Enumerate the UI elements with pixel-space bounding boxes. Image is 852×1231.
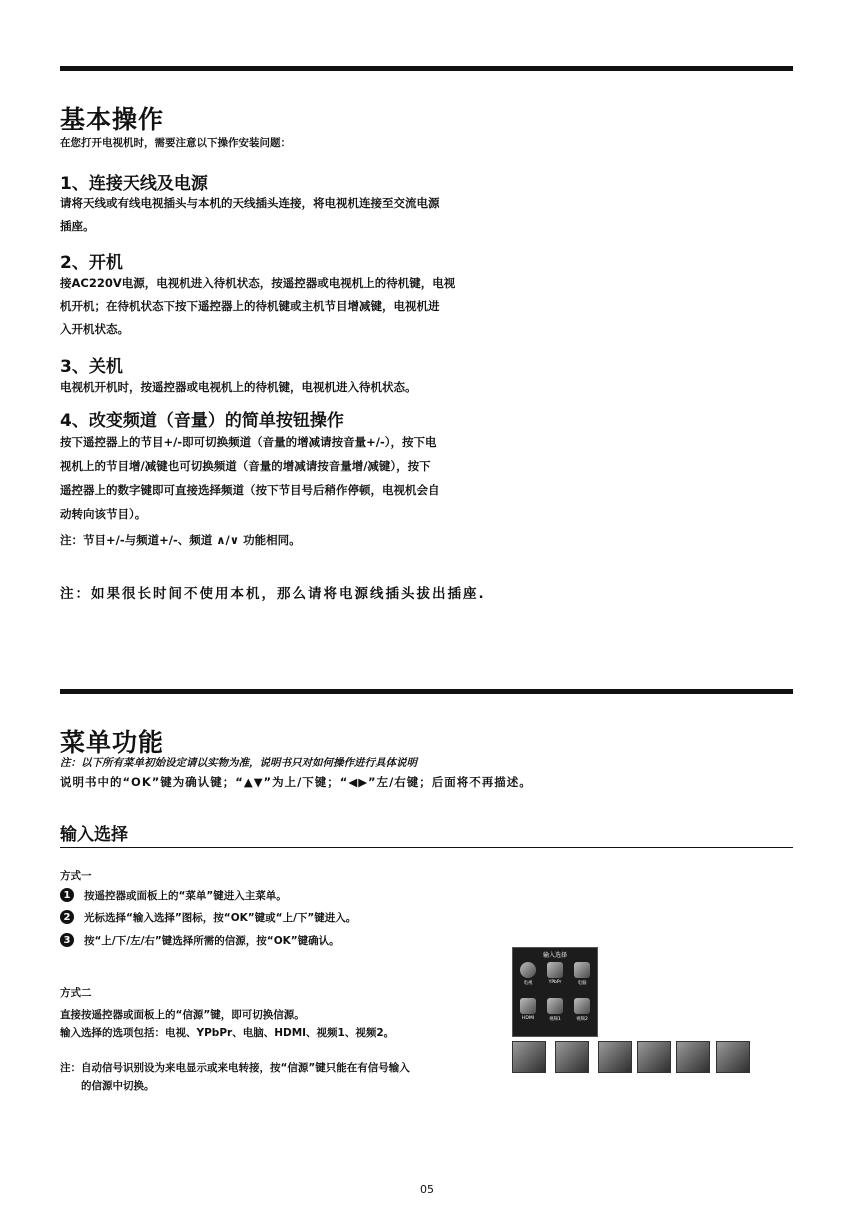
item3-heading: 3、关机 <box>60 357 123 377</box>
input-select-menu-screenshot <box>512 947 598 1037</box>
item2-heading: 2、开机 <box>60 253 123 273</box>
menu-option-video2 <box>569 998 595 1026</box>
hdmi-source-icon <box>520 998 536 1014</box>
section1-intro: 在您打开电视机时，需要注意以下操作安装问题： <box>60 137 291 149</box>
video1-source-icon <box>547 998 563 1014</box>
auto-signal-note: 的信源中切换。 <box>81 1080 155 1092</box>
pc-source-icon <box>574 962 590 978</box>
menu-option-label: 视频2 <box>576 1017 588 1022</box>
item4-line: 按下遥控器上的节目+/-即可切换频道（音量的增减请按音量+/-），按下电 <box>60 435 437 449</box>
step-number: 3 <box>60 933 74 947</box>
power-unplug-note: 注：如果很长时间不使用本机，那么请将电源线插头拔出插座. <box>60 586 486 602</box>
menu-option-label: 电视 <box>523 981 533 986</box>
item2-line: 接AC220V电源，电视机进入待机状态，按遥控器或电视机上的待机键，电视 <box>60 276 456 290</box>
menu-option-label: 电脑 <box>577 981 587 986</box>
subsection-rule <box>60 847 793 848</box>
menu-disclaimer: 注：以下所有菜单初始设定请以实物为准，说明书只对如何操作进行具体说明 <box>60 757 417 769</box>
item2-line: 入开机状态。 <box>60 322 129 336</box>
step-1 <box>60 885 287 905</box>
step-3 <box>60 930 340 950</box>
method2-line: 直接按遥控器或面板上的“信源”键，即可切换信源。 <box>60 1009 305 1021</box>
menu-option-label: 视频1 <box>549 1017 561 1022</box>
item1-heading: 1、连接天线及电源 <box>60 174 208 194</box>
search-menu-icon <box>716 1041 750 1073</box>
item4-heading: 4、改变频道（音量）的简单按钮操作 <box>60 411 344 431</box>
step-2 <box>60 907 356 927</box>
top-rule <box>60 66 793 71</box>
clock-menu-icon <box>637 1041 671 1073</box>
section2-title: 菜单功能 <box>60 728 165 757</box>
method1-label: 方式一 <box>60 870 92 882</box>
tv-source-icon <box>520 962 536 978</box>
item4-line: 遥控器上的数字键即可直接选择频道（按下节目号后稍作停顿，电视机会自 <box>60 483 440 497</box>
menu-option-video1 <box>542 998 568 1026</box>
middle-rule <box>60 689 793 694</box>
menu-option-tv <box>515 962 541 990</box>
method2-label: 方式二 <box>60 987 92 999</box>
step-text: 光标选择“输入选择”图标，按“OK”键或“上/下”键进入。 <box>84 911 357 924</box>
item2-line: 机开机；在待机状态下按下遥控器上的待机键或主机节目增减键，电视机进 <box>60 299 440 313</box>
step-number: 1 <box>60 888 74 902</box>
item1-line: 请将天线或有线电视插头与本机的天线插头连接，将电视机连接至交流电源 <box>60 196 440 210</box>
step-text: 按“上/下/左/右”键选择所需的信源，按“OK”键确认。 <box>84 934 340 947</box>
settings-menu-icon <box>676 1041 710 1073</box>
auto-signal-note: 注：自动信号识别设为来电显示或来电转接，按“信源”键只能在有信号输入 <box>60 1062 410 1074</box>
section1-title: 基本操作 <box>60 105 165 134</box>
menu-option-hdmi <box>515 998 541 1026</box>
input-select-title: 输入选择 <box>60 825 128 845</box>
method2-line: 输入选择的选项包括：电视、YPbPr、电脑、HDMI、视频1、视频2。 <box>60 1027 395 1039</box>
step-text: 按遥控器或面板上的“菜单”键进入主菜单。 <box>84 889 287 902</box>
item4-note: 注：节目+/-与频道+/-、频道 ∧/∨ 功能相同。 <box>60 533 301 547</box>
video2-source-icon <box>574 998 590 1014</box>
menu-option-label: HDMI <box>521 1016 535 1021</box>
menu-option-pc <box>569 962 595 990</box>
step-number: 2 <box>60 910 74 924</box>
menu-screenshot-title: 输入选择 <box>542 952 567 959</box>
menu-option-ypbpr <box>542 962 568 990</box>
keys-description: 说明书中的“OK”键为确认键；“▲▼”为上/下键；“◀▶”左/右键；后面将不再描述。 <box>60 775 532 789</box>
item1-line: 插座。 <box>60 219 95 233</box>
item4-line: 动转向该节目）。 <box>60 507 147 521</box>
ypbpr-source-icon <box>547 962 563 978</box>
item4-line: 视机上的节目增/减键也可切换频道（音量的增减请按音量增/减键），按下 <box>60 459 431 473</box>
picture-menu-icon <box>512 1041 546 1073</box>
screen-menu-icon <box>598 1041 632 1073</box>
page-number: 05 <box>420 1183 434 1196</box>
sound-menu-icon <box>555 1041 589 1073</box>
item3-line: 电视机开机时，按遥控器或电视机上的待机键，电视机进入待机状态。 <box>60 380 417 394</box>
menu-option-label: YPbPr <box>548 980 562 985</box>
